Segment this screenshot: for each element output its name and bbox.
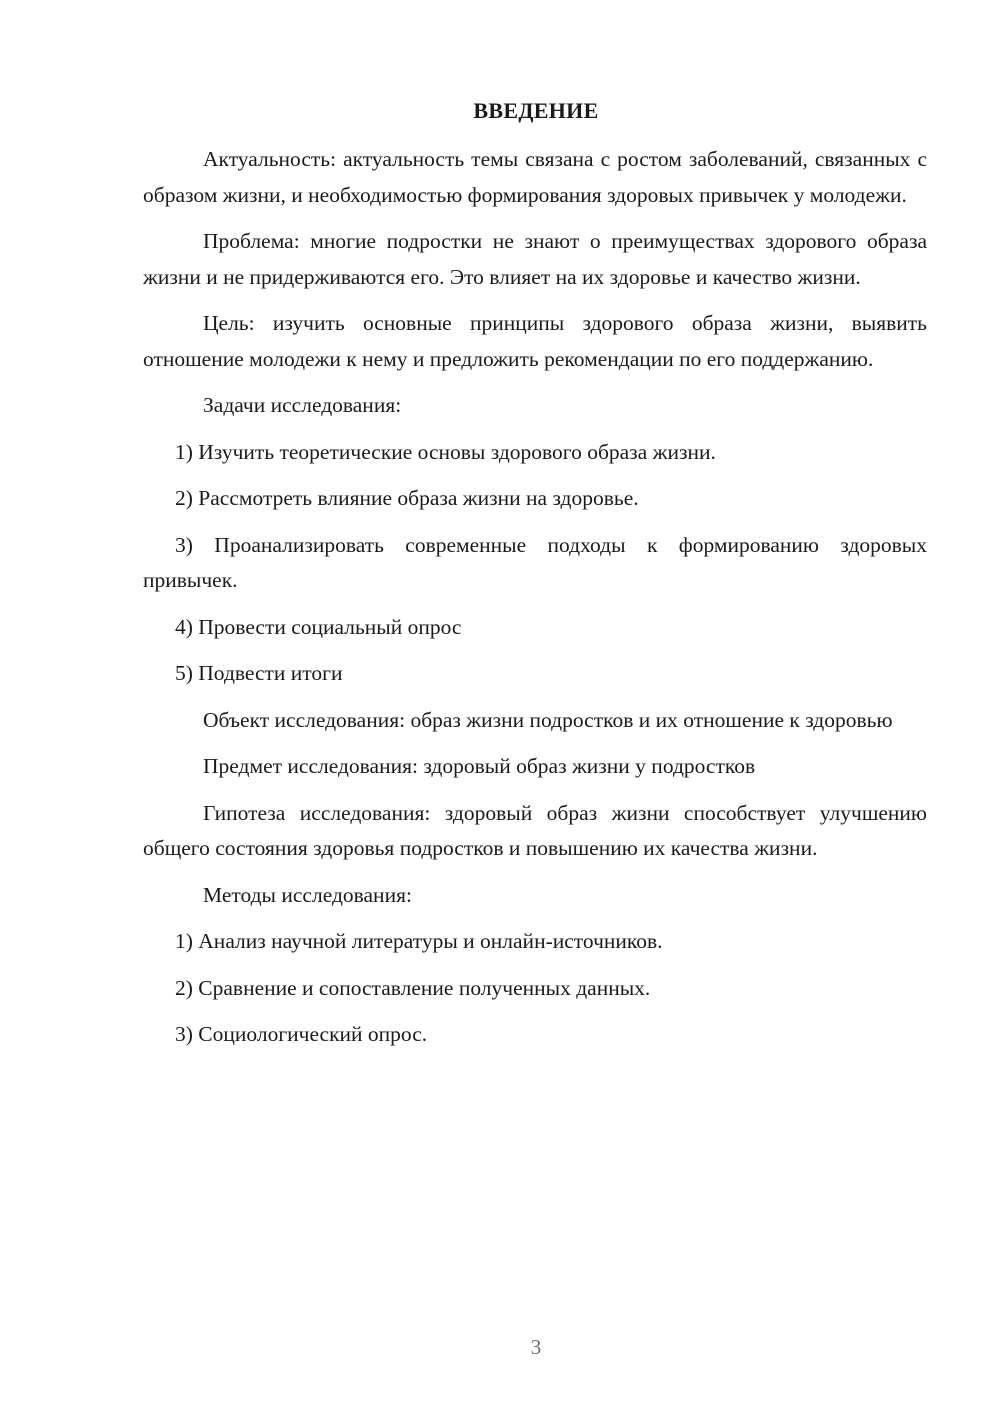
task-item: 5) Подвести итоги [175, 661, 343, 685]
task-item: 1) Изучить теоретические основы здорового образа жизни. [175, 439, 716, 464]
relevance-paragraph: Актуальность: актуальность темы связана с ростом заболеваний, связанных с образом жизни, и необходимостью формирования здоровых привычек у молодежи. [143, 147, 927, 207]
problem-paragraph: Проблема: многие подростки не знают о преимуществах здорового образа жизни и не придерживаются его. Это влияет на их здоровье и качество жизни. [143, 229, 927, 289]
goal-paragraph: Цель: изучить основные принципы здорового образа жизни, выявить отношение молодежи к нему и предложить рекомендации по его поддержанию. [143, 311, 927, 371]
task-item: 3) Проанализировать современные подходы к формированию здоровых привычек. [143, 532, 927, 592]
task-item: 2) Рассмотреть влияние образа жизни на здоровье. [175, 486, 639, 510]
page-number: 3 [530, 1335, 542, 1359]
tasks-heading: Задачи исследования: [203, 393, 402, 417]
hypothesis-paragraph: Гипотеза исследования: здоровый образ жизни способствует улучшению общего состояния здоровья подростков и повышению их качества жизни. [143, 800, 927, 860]
method-item: 1) Анализ научной литературы и онлайн-источников. [175, 929, 663, 953]
method-item: 3) Социологический опрос. [175, 1022, 428, 1046]
object-paragraph: Объект исследования: образ жизни подростков и их отношение к здоровью [203, 707, 893, 732]
page-title: ВВЕДЕНИЕ [473, 98, 599, 123]
methods-heading: Методы исследования: [203, 882, 412, 907]
subject-paragraph: Предмет исследования: здоровый образ жизни у подростков [203, 754, 756, 778]
document-body [143, 142, 927, 1064]
task-item: 4) Провести социальный опрос [175, 614, 462, 639]
method-item: 2) Сравнение и сопоставление полученных данных. [175, 975, 651, 1000]
